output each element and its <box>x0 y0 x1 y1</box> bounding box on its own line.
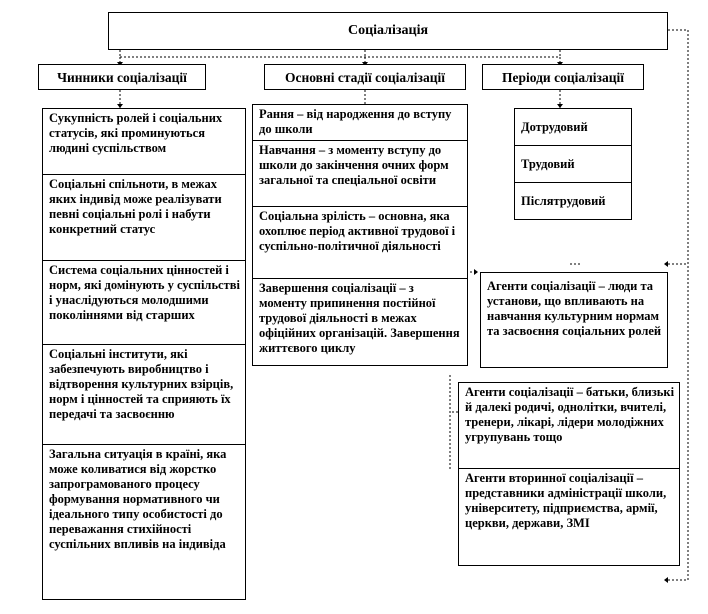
header-factors-label: Чинники соціалізації <box>57 70 187 85</box>
factor-item: Система соціальних цінностей і норм, які домінують у суспільстві і унаслідуються молодшими поколіннями від старших <box>43 261 245 345</box>
stage-item: Навчання – з моменту вступу до школи до закінчення очних форм загальної та спеціальної освіти <box>253 141 467 207</box>
period-item: Післятрудовий <box>521 193 606 208</box>
header-factors <box>38 64 206 90</box>
stage-item: Завершення соціалізації – з моменту припинення постійної трудової діяльності в межах офіційних організацій. Завершення життєвого циклу <box>259 281 460 355</box>
factor-item: Загальна ситуація в країні, яка може коливатися від жорстко запрограмованого процесу формування нормативного чи ідеального типу особистості до переважання стихійності суспільних впливів на індивіда <box>49 447 227 551</box>
stages-list <box>252 104 468 366</box>
factor-item: Сукупність ролей і соціальних статусів, які проминуються людині суспільством <box>43 109 245 175</box>
title-box <box>108 12 668 50</box>
header-stages <box>264 64 466 90</box>
agents-secondary-text: Агенти вторинної соціалізації – представники адміністрації школи, університету, підприємства, армії, церкви, держави, ЗМІ <box>465 471 667 530</box>
periods-list <box>514 108 632 220</box>
factor-item: Соціальні спільноти, в межах яких індивід може реалізувати певні соціальні ролі і набути конкретний статус <box>43 175 245 261</box>
agents-detail-box <box>458 382 680 566</box>
period-item: Дотрудовий <box>515 109 631 146</box>
agents-general-text: Агенти соціалізації – люди та установи, що впливають на навчання культурним нормам та засвоєння соціальних ролей <box>487 279 662 338</box>
header-stages-label: Основні стадії соціалізації <box>284 70 446 85</box>
period-item: Трудовий <box>515 146 631 183</box>
factor-item: Соціальні інститути, які забезпечують виробництво і відтворення культурних взірців, норм і цінностей та сприяють їх передачі та засвоєнню <box>43 345 245 445</box>
agents-general-box <box>480 272 668 368</box>
header-periods <box>482 64 644 90</box>
factors-list <box>42 108 246 600</box>
stage-item: Рання – від народження до вступу до школи <box>253 105 467 141</box>
header-periods-label: Періоди соціалізації <box>501 70 624 85</box>
agents-primary-text: Агенти соціалізації – батьки, близькі й далекі родичі, однолітки, вчителі, тренери, лікарі, лідери молодіжних угрупувань тощо <box>459 383 679 469</box>
diagram-title: Соціалізація <box>347 23 429 38</box>
stage-item: Соціальна зрілість – основна, яка охоплює період активної трудової і суспільно-політичної діяльності <box>253 207 467 279</box>
